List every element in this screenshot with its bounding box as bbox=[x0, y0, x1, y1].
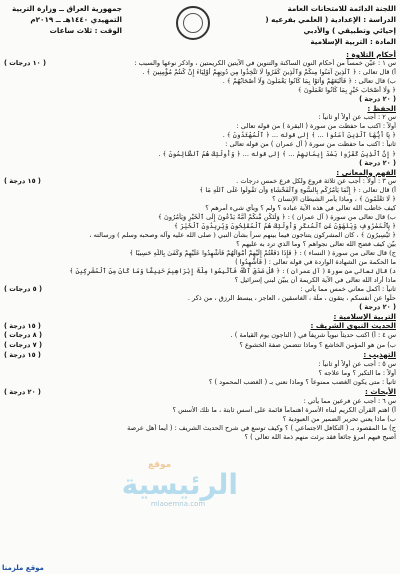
exam-line bbox=[4, 350, 396, 360]
exam-line bbox=[4, 50, 396, 59]
exam-line bbox=[4, 387, 396, 397]
exam-line-text: ب) قال تعالى : ﴿ فَأَتْبَعَهُمْ وَأَتَوْا بِمَا كَانُوا يَعْمَلُونَ وَلَا أَصْحَابُهُمْ ﴾ . bbox=[222, 77, 396, 86]
exam-line-text: الفهم والمعاني : bbox=[336, 167, 396, 177]
watermark-site: mlaoemna.com bbox=[150, 500, 206, 508]
exam-line-text: ثانياً : أكمل معاني خمس مما يأتي : bbox=[300, 285, 396, 294]
exam-line bbox=[4, 378, 396, 387]
exam-line-text: ب) من هو المؤمن الخاشع ؟ وماذا تتضمن صفة الخشوع ؟ bbox=[239, 340, 396, 349]
exam-line bbox=[4, 258, 396, 267]
exam-line-text: أ) اهتم القرآن الكريم لبناء الأسرة اهتماماً قائمة على أسس ثابتة ، ما تلك الأسس ؟ bbox=[172, 405, 396, 414]
exam-line bbox=[4, 360, 396, 369]
exam-line bbox=[4, 222, 396, 231]
exam-line bbox=[4, 231, 396, 240]
exam-line-text: س ١ : عيّن خمساً من أحكام النون الساكنة والتنوين في الآيتين الكريمتين ، واذكر نوعها والسبب : bbox=[134, 59, 396, 68]
exam-line-text: ما الحكمة من الشهادة الواردة في قوله تعالى : ( فَأَشْهِدُوا ) bbox=[235, 258, 396, 267]
exam-line-text: ( ٢٠ درجة ) bbox=[359, 95, 396, 104]
exam-line bbox=[4, 433, 396, 442]
exam-line bbox=[4, 86, 396, 95]
exam-line bbox=[4, 294, 396, 303]
watermark-main: الرئيسية bbox=[121, 468, 238, 501]
exam-line bbox=[4, 303, 396, 312]
exam-line-text: أ) قال تعالى : ﴿ إِنَّمَا يَأْمُرُكُم بِالسُّوءِ وَٱلْفَحْشَاءِ وَأَن تَقُولُوا عَلَى ٱللَّهِ مَا ﴾ bbox=[199, 185, 396, 194]
exam-line-text: ﴿ بِٱلْمَعْرُوفِ وَيَنْهَوْنَ عَنِ ٱلْمُنكَرِ وَأُولَٰئِكَ هُمُ ٱلْمُفْلِحُونَ وَيُرِيدُونَ ٱلْخَيْرَ ﴾ bbox=[174, 221, 396, 230]
exam-line-text: أ) قال تعالى : ﴿ ٱلَّذِينَ آمَنُوا مِنكُمْ وَٱلَّذِينَ كَفَرُوا لَا تَتَّخِذُوا مِن دُونِهِمْ أَوْلِيَاءَ إِنْ كُنتُمْ مُؤْمِنِينَ ﴾ . bbox=[142, 68, 396, 77]
exam-line-text: كيف خاطب الله تعالى في هذه الآية عباده ؟ ولم ؟ وبأي شيء أمرهم ؟ bbox=[205, 203, 396, 212]
exam-line-text: د) قال تعالى من سورة ( آل عمران ) : ﴿ قُلْ صَدَقَ ٱللَّهُ فَٱتَّبِعُوا مِلَّةَ إِبْرَاهِيمَ حَنِيفًا وَمَا كَانَ مِنَ ٱلْمُشْرِكِينَ ﴾ bbox=[69, 267, 396, 276]
exam-line-marks: ( ١٠ درجات ) bbox=[4, 59, 47, 68]
header-left bbox=[4, 3, 122, 36]
exam-line bbox=[4, 95, 396, 104]
exam-line bbox=[4, 406, 396, 415]
exam-line bbox=[4, 341, 396, 350]
exam-line-text: ﴿ لَا تَعْلَمُونَ ﴾ ، وماذا يأمر الشيطان الإنسان ؟ bbox=[272, 194, 396, 203]
exam-line bbox=[4, 213, 396, 222]
exam-line bbox=[4, 150, 396, 159]
exam-line-text: التهذيب : bbox=[363, 349, 396, 359]
exam-line bbox=[4, 68, 396, 77]
exam-line bbox=[4, 424, 396, 433]
exam-line-text: الحفظ : bbox=[367, 104, 396, 114]
exam-line-text: ( ٢٠ درجة ) bbox=[359, 303, 396, 312]
exam-line bbox=[4, 369, 396, 378]
exam-line-text: س ٤ : أ) اكتب حديثاً نبوياً شريفاً في ( الناجون يوم القيامة ) . bbox=[230, 331, 396, 340]
exam-line bbox=[4, 312, 396, 321]
exam-line-text: ﴿ يَا أَيُّهَا ٱلَّذِينَ آمَنُوا ... ﴾ إلى قوله ... ﴿ ٱلْمُهْتَدُونَ ﴾ . bbox=[222, 131, 396, 140]
exam-line-text: ﴿ إِنَّ ٱلَّذِينَ كَفَرُوا بَعْدَ إِيمَانِهِمْ ... ﴾ إلى قوله ... ﴿ وَأُولَٰئِكَ هُمُ ٱلظَّالِمُونَ ﴾ . bbox=[158, 149, 396, 158]
exam-line-text: ﴿ تَيْسِيرُونَ ﴾ ، كان المشركون يتناجون فيما بينهم سراً بشأن النبي ( صلى الله عليه وآله وصحبه وسلم ) ورسالته ، bbox=[89, 230, 396, 239]
exam-line-text: حلّوا عن أنفسكم ، يتقون ، ملّة ، الغاسقين ، العاجز ، يبسط الرزق ، من ذكر . bbox=[187, 294, 396, 303]
exam-line-text: ماذا أراد الله تعالى في الآية الكريمة أن يبيّن لبني إسرائيل ؟ bbox=[234, 276, 396, 285]
exam-line-text: ﴿ وَلَا أَصْحَابَ خَيْرٍ بِمَا كَانُوا تَعْمَلُونَ ﴾ bbox=[297, 86, 396, 95]
exam-line bbox=[4, 240, 396, 249]
exam-line-text: س ٢ : أجب عن أولاً أو ثانياً : bbox=[318, 113, 396, 122]
exam-line-marks: ( ١٥ درجة ) bbox=[4, 176, 41, 185]
exam-line-text: س ٦ : أجب عن فرعين مما يأتي : bbox=[303, 396, 396, 405]
exam-line-marks: ( ٧ درجات ) bbox=[4, 340, 42, 349]
exam-line-text: ب) قال تعالى من سورة ( آل عمران ) : ﴿ وَلْتَكُن مِّنكُمْ أُمَّةٌ يَدْعُونَ إِلَى ٱلْخَيْرِ وَيَأْمُرُونَ ﴾ bbox=[158, 212, 396, 221]
header-right bbox=[246, 3, 396, 47]
header-right-line: اللجنة الدائمة للامتحانات العامة bbox=[287, 4, 396, 13]
exam-line bbox=[4, 159, 396, 168]
exam-line bbox=[4, 113, 396, 122]
exam-line bbox=[4, 195, 396, 204]
exam-line-text: الحديث النبوي الشريف : bbox=[310, 321, 396, 331]
exam-line bbox=[4, 104, 396, 113]
exam-line-marks: ( ١٥ درجة ) bbox=[4, 322, 41, 331]
header-right-line: المادة : التربية الإسلامية bbox=[310, 37, 396, 46]
exam-line-text: أحكام التلاوة : bbox=[346, 50, 396, 59]
header-right-line: الدراسة : الإعدادية ( العلمي بفرعيه ( إحيائي وتطبيقي ) والأدبي bbox=[265, 15, 396, 35]
exam-line bbox=[4, 140, 396, 149]
exam-line bbox=[4, 77, 396, 86]
exam-line bbox=[4, 186, 396, 195]
exam-line-marks: ( ٢٠ درجة ) bbox=[4, 387, 41, 396]
exam-line bbox=[4, 285, 396, 294]
exam-line-text: أولاً : ما التكبر ؟ وما علاجه ؟ bbox=[318, 368, 396, 377]
footer-logo: موقع ملزمنا bbox=[2, 564, 44, 572]
exam-line bbox=[4, 177, 396, 186]
exam-line bbox=[4, 122, 396, 131]
exam-line-marks: ( ١٥ درجة ) bbox=[4, 350, 41, 359]
exam-line-text: ب) ماذا يعني تحرير الضمير من العبودية ؟ bbox=[282, 414, 396, 423]
watermark-tag: موقع bbox=[148, 460, 172, 470]
exam-line-marks: ( ٥ درجات ) bbox=[4, 285, 42, 294]
exam-line bbox=[4, 249, 396, 258]
exam-line-text: ج) ما المقصود بـ ( التكافل الاجتماعي ) ؟ وكيف توسع في شرح الحديث الشريف : ( أيما أهل عرصة bbox=[127, 423, 396, 432]
exam-line-text: التربية الإسلامية : bbox=[333, 312, 396, 322]
header-left-line: جمهورية العراق ــ وزارة التربية bbox=[12, 4, 122, 13]
exam-line-text: الأبحاث : bbox=[365, 386, 396, 396]
exam-line bbox=[4, 131, 396, 140]
exam-line-text: س ٥ : أجب عن أولاً أو ثانياً : bbox=[318, 359, 396, 368]
exam-line bbox=[4, 168, 396, 177]
exam-line-text: ( ٢٠ درجة ) bbox=[359, 158, 396, 167]
exam-line bbox=[4, 59, 396, 68]
exam-line bbox=[4, 276, 396, 285]
exam-line-text: أولاً : اكتب ما حفظت من سورة ( البقرة ) من قوله تعالى : bbox=[236, 122, 396, 131]
header-left-line: الوقت : ثلاث ساعات bbox=[49, 26, 122, 35]
exam-line-text: ج) قال تعالى من سورة ( النساء ) : ﴿ فَإِذَا دَفَعْتُمْ إِلَيْهِمْ أَمْوَالَهُمْ فَأَشْهِدُوا عَلَيْهِمْ وَكَفَىٰ بِاللَّهِ حَسِيبًا ﴾ bbox=[129, 249, 396, 258]
exam-line-text: أصبح فيهم امرؤ جائعاً فقد برئت منهم ذمة الله تعالى ) ؟ bbox=[244, 432, 396, 441]
exam-line bbox=[4, 267, 396, 276]
exam-line bbox=[4, 397, 396, 406]
exam-line bbox=[4, 331, 396, 340]
exam-line-text: ثانياً : متى يكون الغضب ممنوعاً ؟ وماذا نعني بـ ( الغضب المحمود ) ؟ bbox=[208, 377, 396, 386]
exam-line-marks: ( ٨ درجات ) bbox=[4, 331, 42, 340]
exam-line bbox=[4, 415, 396, 424]
header-left-line: التمهيدي ١٤٤٠هـ ــ ٢٠١٩م bbox=[30, 15, 122, 24]
exam-line-text: س ٣ : أولاً : أجب عن ثلاثة فروع ولكل فرع خمس درجات . bbox=[236, 176, 396, 185]
exam-line bbox=[4, 204, 396, 213]
exam-line-text: بيّن كيف فضح الله تعالى نجواهم ؟ وما الذي ترد به عليهم ؟ bbox=[236, 239, 396, 248]
ministry-seal-icon bbox=[176, 6, 210, 40]
exam-line-text: ثانياً : اكتب ما حفظت من سورة ( آل عمران ) من قوله تعالى : bbox=[225, 140, 396, 149]
watermark bbox=[118, 460, 238, 516]
exam-line bbox=[4, 321, 396, 331]
